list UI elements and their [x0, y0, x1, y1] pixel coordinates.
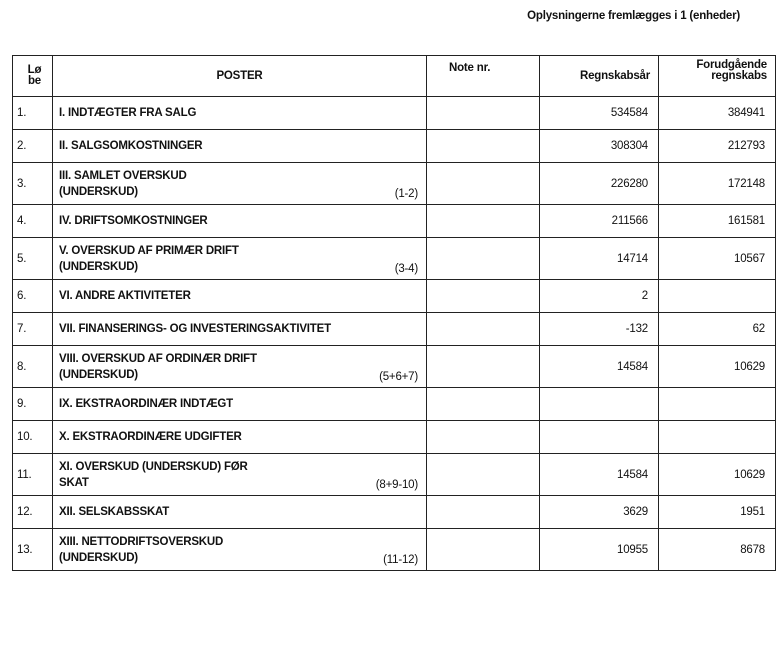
row-item [53, 496, 427, 529]
row-item [53, 163, 427, 205]
row-current-value: 10955 [540, 529, 659, 571]
row-item-line: I. INDTÆGTER FRA SALG [59, 107, 197, 119]
row-number: 4. [13, 205, 53, 238]
row-item-line: XIII. NETTODRIFTSOVERSKUD [59, 535, 224, 548]
row-number: 5. [13, 238, 53, 280]
row-formula: (8+9-10) [375, 478, 418, 491]
row-current-value: 14714 [540, 238, 659, 280]
table-row [13, 454, 776, 496]
table-row [13, 97, 776, 130]
row-item-label [59, 243, 426, 275]
row-item-label [59, 213, 426, 229]
table-row [13, 421, 776, 454]
row-item-label [59, 429, 426, 445]
row-item-label [59, 396, 426, 412]
row-item-line: V. OVERSKUD AF PRIMÆR DRIFT [59, 244, 239, 257]
table-row [13, 346, 776, 388]
row-previous-value: 10629 [659, 454, 776, 496]
income-statement-table [12, 55, 776, 571]
row-number: 3. [13, 163, 53, 205]
row-item-line: IX. EKSTRAORDINÆR INDTÆGT [59, 398, 233, 410]
row-item-label [59, 288, 426, 304]
table-header-row [13, 56, 776, 97]
row-previous-value: 212793 [659, 130, 776, 163]
row-item-label [59, 459, 426, 491]
row-number: 1. [13, 97, 53, 130]
row-item [53, 280, 427, 313]
units-caption: Oplysningerne fremlægges i 1 (enheder) [527, 10, 740, 22]
row-current-value [540, 388, 659, 421]
row-number: 7. [13, 313, 53, 346]
row-item-wrap [53, 105, 426, 121]
row-item-line: VI. ANDRE AKTIVITETER [59, 290, 191, 302]
row-previous-value: 8678 [659, 529, 776, 571]
table-row [13, 280, 776, 313]
row-item-wrap [53, 321, 426, 337]
row-number: 13. [13, 529, 53, 571]
row-item-wrap [53, 168, 426, 200]
row-previous-value: 384941 [659, 97, 776, 130]
row-item-line: II. SALGSOMKOSTNINGER [59, 140, 203, 152]
row-item-line: (UNDERSKUD) [59, 260, 138, 273]
table-row [13, 130, 776, 163]
header-note: Note nr. [427, 56, 540, 97]
row-formula: (5+6+7) [379, 370, 418, 383]
row-item-wrap [53, 213, 426, 229]
row-current-value: -132 [540, 313, 659, 346]
table-row [13, 313, 776, 346]
row-number: 8. [13, 346, 53, 388]
row-item-label [59, 534, 426, 566]
row-previous-value [659, 388, 776, 421]
row-item-line: (UNDERSKUD) [59, 551, 138, 564]
row-item-wrap [53, 459, 426, 491]
row-item [53, 205, 427, 238]
row-previous-value: 10629 [659, 346, 776, 388]
row-note [427, 388, 540, 421]
row-item-line: IV. DRIFTSOMKOSTNINGER [59, 215, 208, 227]
row-item-line: XI. OVERSKUD (UNDERSKUD) FØR [59, 460, 248, 473]
row-formula: (11-12) [383, 553, 418, 566]
row-item-label [59, 321, 426, 337]
row-note [427, 346, 540, 388]
row-item-label [59, 168, 426, 200]
row-item-label [59, 351, 426, 383]
row-item [53, 130, 427, 163]
row-current-value: 14584 [540, 454, 659, 496]
row-previous-value: 172148 [659, 163, 776, 205]
header-prev-text: Forudgående regnskabs [696, 59, 767, 82]
row-item [53, 346, 427, 388]
row-previous-value: 1951 [659, 496, 776, 529]
row-note [427, 205, 540, 238]
row-previous-value: 62 [659, 313, 776, 346]
header-current-year: Regnskabsår [540, 56, 659, 97]
row-note [427, 163, 540, 205]
row-item [53, 97, 427, 130]
row-note [427, 130, 540, 163]
row-item [53, 388, 427, 421]
header-items: POSTER [53, 56, 427, 97]
row-note [427, 496, 540, 529]
row-item-wrap [53, 429, 426, 445]
row-number: 6. [13, 280, 53, 313]
row-number: 11. [13, 454, 53, 496]
row-item [53, 238, 427, 280]
header-line-number [13, 56, 53, 97]
row-item [53, 529, 427, 571]
row-number: 10. [13, 421, 53, 454]
row-item-wrap [53, 243, 426, 275]
row-item [53, 313, 427, 346]
row-formula: (3-4) [394, 262, 418, 275]
row-item-wrap [53, 504, 426, 520]
row-item-wrap [53, 351, 426, 383]
header-nr-text: Lø be [27, 64, 42, 87]
row-note [427, 280, 540, 313]
row-item-label [59, 138, 426, 154]
row-item-line: (UNDERSKUD) [59, 368, 138, 381]
row-current-value: 14584 [540, 346, 659, 388]
row-current-value: 226280 [540, 163, 659, 205]
table-row [13, 163, 776, 205]
table-row [13, 496, 776, 529]
row-item-line: SKAT [59, 476, 89, 489]
row-number: 2. [13, 130, 53, 163]
row-item-line: III. SAMLET OVERSKUD [59, 169, 187, 182]
row-previous-value [659, 421, 776, 454]
row-previous-value [659, 280, 776, 313]
row-number: 9. [13, 388, 53, 421]
row-current-value: 2 [540, 280, 659, 313]
row-item [53, 454, 427, 496]
row-item-label [59, 504, 426, 520]
row-note [427, 454, 540, 496]
row-item [53, 421, 427, 454]
row-item-wrap [53, 288, 426, 304]
header-previous-year [659, 56, 776, 97]
row-note [427, 97, 540, 130]
table-row [13, 388, 776, 421]
row-current-value: 534584 [540, 97, 659, 130]
row-item-line: VIII. OVERSKUD AF ORDINÆR DRIFT [59, 352, 257, 365]
row-item-line: X. EKSTRAORDINÆRE UDGIFTER [59, 431, 242, 443]
row-item-line: (UNDERSKUD) [59, 185, 138, 198]
table-row [13, 205, 776, 238]
row-item-wrap [53, 396, 426, 412]
row-number: 12. [13, 496, 53, 529]
row-formula: (1-2) [394, 187, 418, 200]
row-item-wrap [53, 534, 426, 566]
row-current-value: 308304 [540, 130, 659, 163]
row-note [427, 238, 540, 280]
row-current-value [540, 421, 659, 454]
row-current-value: 3629 [540, 496, 659, 529]
row-note [427, 313, 540, 346]
row-note [427, 529, 540, 571]
table-row [13, 529, 776, 571]
row-previous-value: 10567 [659, 238, 776, 280]
row-current-value: 211566 [540, 205, 659, 238]
row-item-line: VII. FINANSERINGS- OG INVESTERINGSAKTIVITET [59, 323, 331, 335]
table-row [13, 238, 776, 280]
row-item-wrap [53, 138, 426, 154]
row-item-line: XII. SELSKABSSKAT [59, 506, 170, 518]
table-body [13, 97, 776, 571]
row-previous-value: 161581 [659, 205, 776, 238]
row-item-label [59, 105, 426, 121]
row-note [427, 421, 540, 454]
